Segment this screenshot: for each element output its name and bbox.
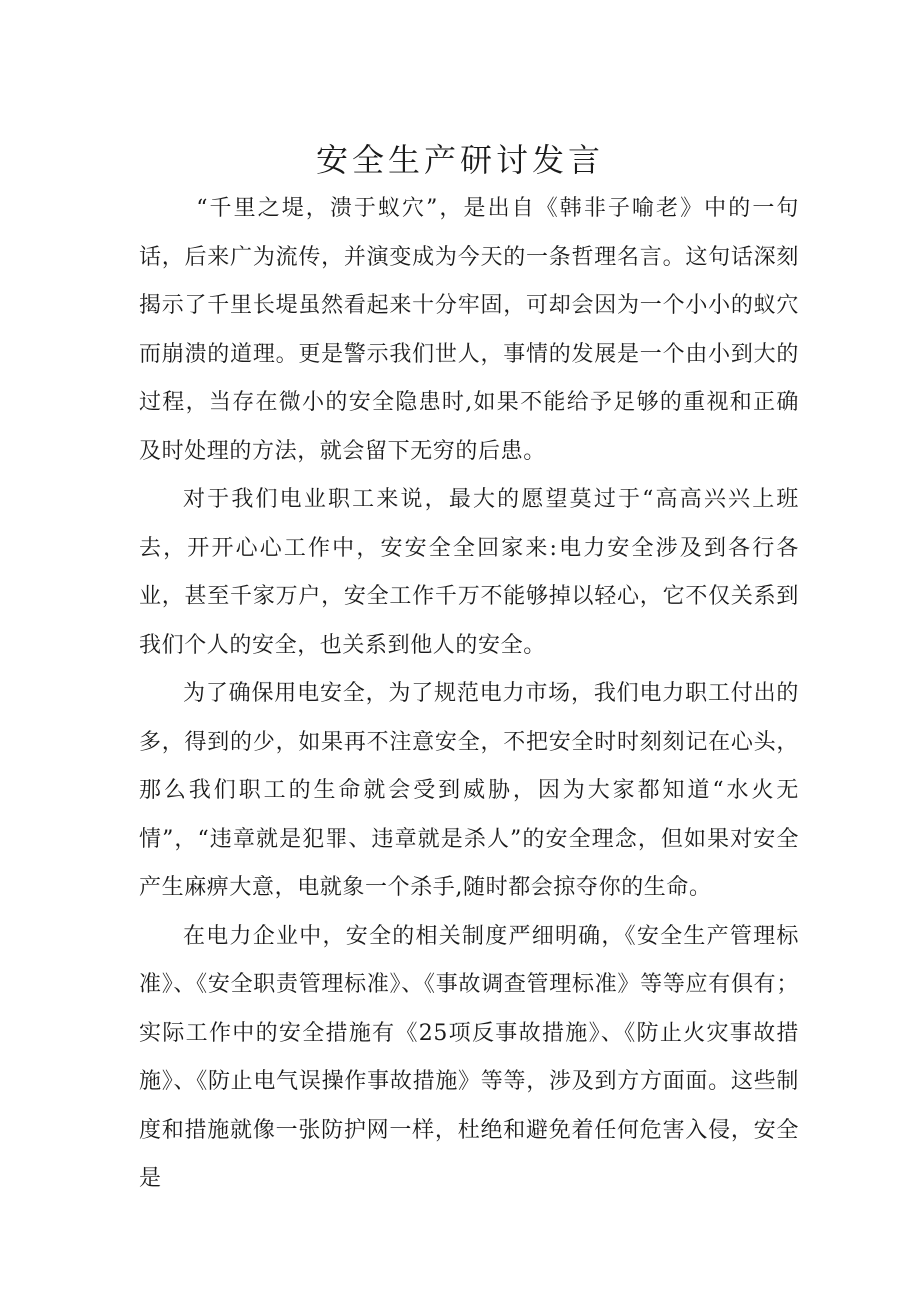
- paragraph-2: 对于我们电业职工来说，最大的愿望莫过于“高高兴兴上班去，开开心心工作中，安安全全回家来:电力安全涉及到各行各业，甚至千家万户，安全工作千万不能够掉以轻心，它不仅关系到我们个人的安全，也关系到他人的安全。: [139, 487, 799, 658]
- paragraph-3: 为了确保用电安全，为了规范电力市场，我们电力职工付出的多，得到的少，如果再不注意安全，不把安全时时刻刻记在心头，那么我们职工的生命就会受到威胁，因为大家都知道“水火无情”，“违章就是犯罪、违章就是杀人”的安全理念，但如果对安全产生麻痹大意，电就象一个杀手,随时都会掠夺你的生命。: [139, 681, 799, 900]
- page-title: 安全生产研讨发言: [315, 141, 604, 179]
- document-body: [139, 185, 799, 1204]
- paragraph-1: “千里之堤，溃于蚁穴”，是出自《韩非子喻老》中的一句话，后来广为流传，并演变成为今天的一条哲理名言。这句话深刻揭示了千里长堤虽然看起来十分牢固，可却会因为一个小小的蚁穴而崩溃的道理。更是警示我们世人，事情的发展是一个由小到大的过程，当存在微小的安全隐患时,如果不能给予足够的重视和正确及时处理的方法，就会留下无穷的后患。: [139, 196, 799, 464]
- paragraph-4: 在电力企业中，安全的相关制度严细明确，《安全生产管理标准》、《安全职责管理标准》、《事故调查管理标准》等等应有俱有；实际工作中的安全措施有《25项反事故措施》、《防止火灾事故措施》、《防止电气误操作事故措施》等等，涉及到方方面面。这些制度和措施就像一张防护网一样，杜绝和避免着任何危害入侵，安全是: [139, 923, 799, 1191]
